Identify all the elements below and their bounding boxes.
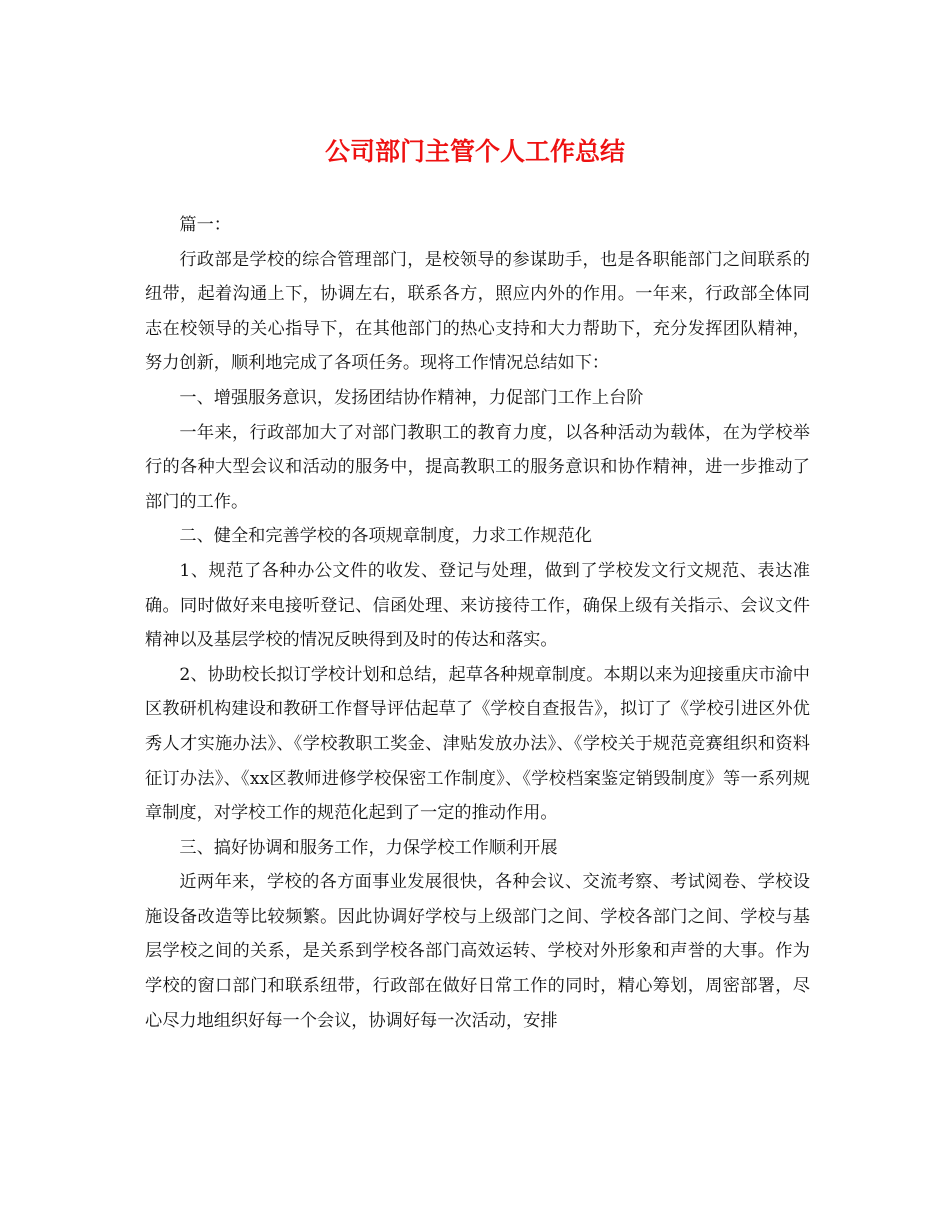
section-heading: 二、健全和完善学校的各项规章制度，力求工作规范化 xyxy=(179,526,592,547)
section-heading: 一、增强服务意识，发扬团结协作精神，力促部门工作上台阶 xyxy=(179,387,644,408)
document-body xyxy=(145,208,810,1038)
section-heading: 三、搞好协调和服务工作，力保学校工作顺利开展 xyxy=(179,837,558,858)
paragraph: 行政部是学校的综合管理部门，是校领导的参谋助手，也是各职能部门之间联系的纽带，起着沟通上下，协调左右，联系各方，照应内外的作用。一年来，行政部全体同志在校领导的关心指导下，在其他部门的热心支持和大力帮助下，充分发挥团队精神，努力创新，顺利地完成了各项任务。现将工作情况总结如下： xyxy=(145,249,810,374)
paragraph: 1、规范了各种办公文件的收发、登记与处理，做到了学校发文行文规范、表达准确。同时做好来电接听登记、信函处理、来访接待工作，确保上级有关指示、会议文件精神以及基层学校的情况反映得到及时的传达和落实。 xyxy=(145,560,810,651)
document-title: 公司部门主管个人工作总结 xyxy=(324,137,625,166)
paragraph: 近两年来，学校的各方面事业发展很快，各种会议、交流考察、考试阅卷、学校设施设备改造等比较频繁。因此协调好学校与上级部门之间、学校各部门之间、学校与基层学校之间的关系，是关系到学校各部门高效运转、学校对外形象和声誉的大事。作为学校的窗口部门和联系纽带，行政部在做好日常工作的同时，精心筹划，周密部署，尽心尽力地组织好每一个会议，协调好每一次活动，安排 xyxy=(145,872,810,1031)
paragraph: 篇一： xyxy=(179,215,231,235)
paragraph: 2、协助校长拟订学校计划和总结，起草各种规章制度。本期以来为迎接重庆市渝中区教研机构建设和教研工作督导评估起草了《学校自查报告》，拟订了《学校引进区外优秀人才实施办法》、《学校教职工奖金、津贴发放办法》、《学校关于规范竞赛组织和资料征订办法》、《xx区教师进修学校保密工作制度》、《学校档案鉴定销毁制度》等一系列规章制度，对学校工作的规范化起到了一定的推动作用。 xyxy=(145,664,810,824)
paragraph: 一年来，行政部加大了对部门教职工的教育力度，以各种活动为载体，在为学校举行的各种大型会议和活动的服务中，提高教职工的服务意识和协作精神，进一步推动了部门的工作。 xyxy=(145,422,810,512)
